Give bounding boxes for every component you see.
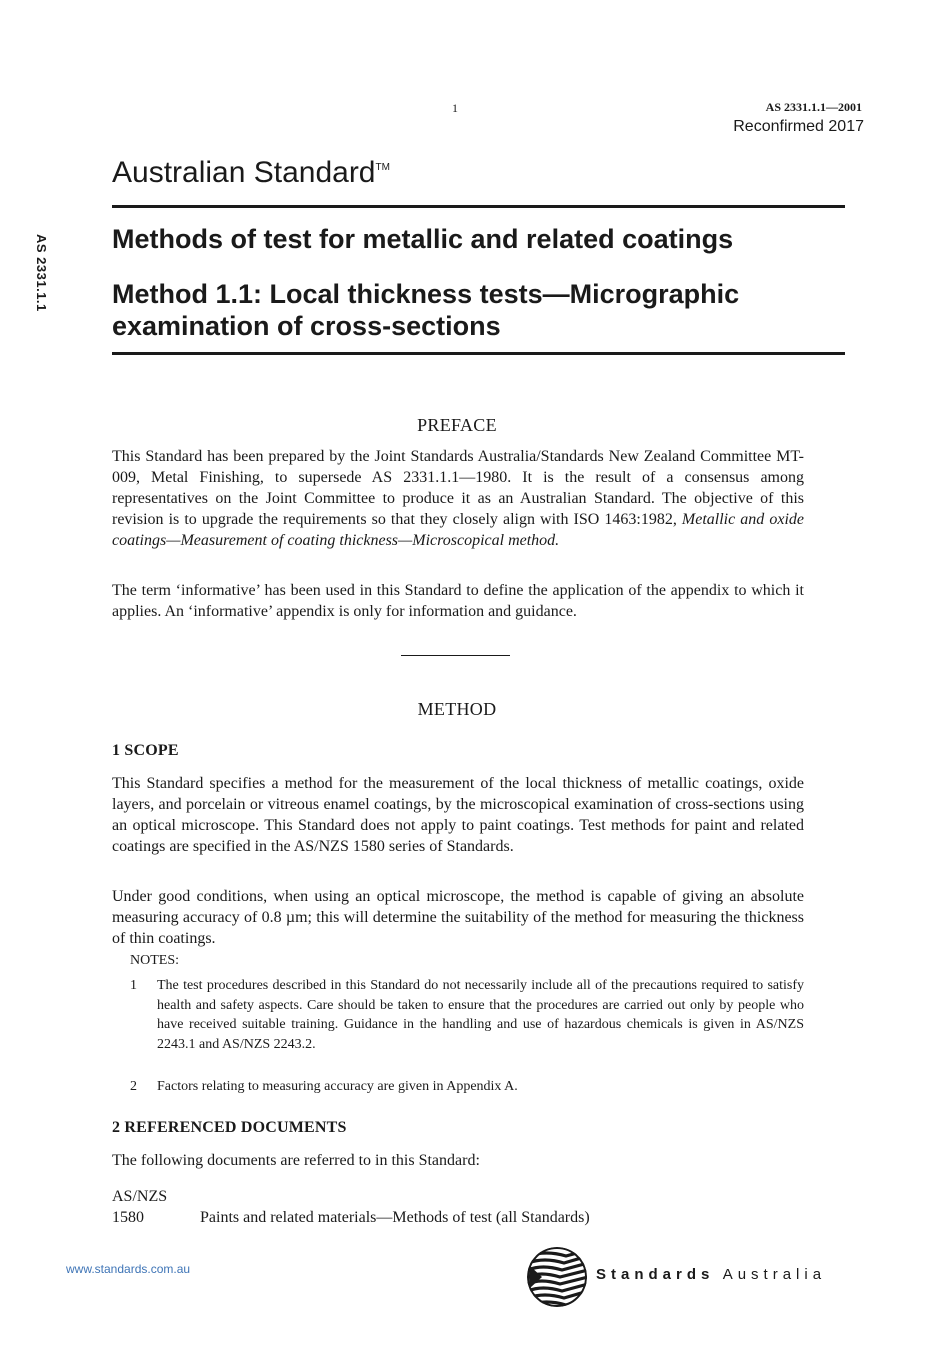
preface-paragraph-1 [112, 446, 804, 551]
iso-title: Metallic and oxide coatings—Measurement of coating thickness—Microscopical method. [112, 511, 804, 549]
note-item [130, 1077, 804, 1097]
top-rule [112, 205, 845, 208]
page-number: 1 [452, 101, 458, 115]
reference-number: 1580 [112, 1209, 144, 1226]
document-id: AS 2331.1.1—2001 [765, 100, 862, 114]
logo-word-australia: Australia [722, 1266, 827, 1283]
reference-title: Paints and related materials—Methods of test (all Standards) [200, 1209, 590, 1226]
note-item [130, 976, 804, 1054]
preface-p1-text: This Standard has been prepared by the Joint Standards Australia/Standards New Zealand Committee MT-009, Metal Finishing, to supersede AS 2331.1.1—1980. It is the result of a consensus among representatives on the Joint Committee to produce it as an Australian Standard. The objective of this revision is to upgrade the requirements so that they closely align with ISO 1463:1982, [112, 448, 804, 528]
brand-name: Australian Standard [112, 156, 376, 189]
notes-label: NOTES: [130, 953, 179, 968]
sub-title: Method 1.1: Local thickness tests—Micrographic examination of cross-sections [112, 279, 740, 341]
scope-heading: 1 SCOPE [112, 742, 179, 759]
standards-australia-logo-text [596, 1266, 826, 1283]
note-text: Factors relating to measuring accuracy are given in Appendix A. [157, 1079, 518, 1094]
reconfirmed-label: Reconfirmed 2017 [733, 118, 864, 135]
note-number: 1 [130, 978, 137, 993]
referenced-documents-heading: 2 REFERENCED DOCUMENTS [112, 1119, 347, 1136]
preface-paragraph-2: The term ‘informative’ has been used in this Standard to define the application of the appendix to which it applies. An ‘informative’ appendix is only for information and guidance. [112, 582, 804, 620]
main-title: Methods of test for metallic and related coatings [112, 224, 734, 254]
note-text: The test procedures described in this Standard do not necessarily include all of the precautions required to satisfy health and safety aspects. Care should be taken to ensure that the procedures are carried out only by people who have received suitable training. Guidance in the handling and use of hazardous chemicals is given in AS/NZS 2243.1 and AS/NZS 2243.2. [157, 978, 804, 1052]
brand-title [112, 156, 390, 190]
website-link[interactable]: www.standards.com.au [66, 1262, 191, 1276]
scope-paragraph-1: This Standard specifies a method for the measurement of the local thickness of metallic coatings, oxide layers, and porcelain or vitreous enamel coatings, by the microscopical examination of cross-sections using an optical microscope. This Standard does not apply to paint coatings. Test methods for paint and related coatings are specified in the AS/NZS 1580 series of Standards. [112, 775, 804, 855]
bottom-rule [112, 352, 845, 355]
preface-heading: PREFACE [417, 415, 497, 435]
side-document-label: AS 2331.1.1 [34, 234, 49, 312]
reference-org: AS/NZS [112, 1188, 168, 1205]
trademark-mark: TM [375, 162, 390, 173]
section-divider [401, 655, 510, 656]
note-number: 2 [130, 1079, 137, 1094]
logo-word-standards: Standards [596, 1266, 715, 1283]
scope-paragraph-2: Under good conditions, when using an optical microscope, the method is capable of giving an absolute measuring accuracy of 0.8 µm; this will determine the suitability of the method for measuring the thickness of thin coatings. [112, 888, 804, 947]
standards-australia-logo-icon [526, 1246, 588, 1308]
referenced-documents-intro: The following documents are referred to in this Standard: [112, 1152, 480, 1169]
method-heading: METHOD [417, 699, 497, 719]
